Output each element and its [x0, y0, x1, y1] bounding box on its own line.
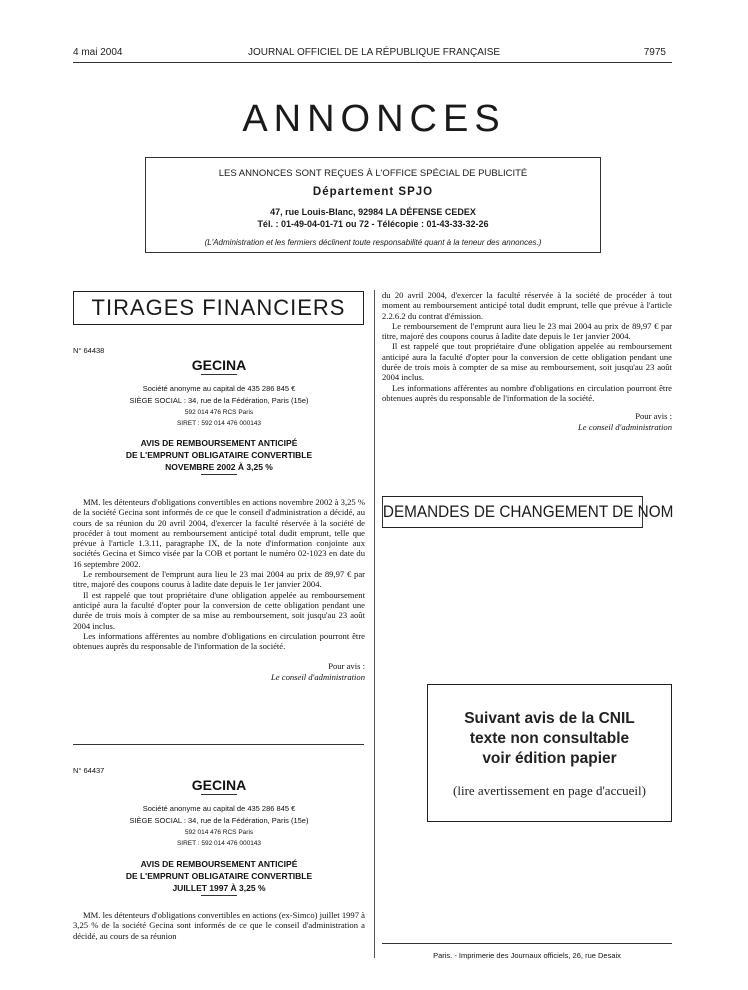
- notice-64437-continued: [382, 290, 672, 433]
- header-journal-title: JOURNAL OFFICIEL DE LA RÉPUBLIQUE FRANÇAISE: [247, 47, 501, 58]
- company-capital: Société anonyme au capital de 435 286 845 €: [142, 384, 296, 393]
- company-siege: SIÈGE SOCIAL : 34, rue de la Fédération, Paris (15e): [129, 396, 309, 405]
- notice-title-line: AVIS DE REMBOURSEMENT ANTICIPÉ: [140, 438, 298, 448]
- signoff-signatory: Le conseil d'administration: [271, 672, 365, 683]
- footer-rule: [382, 943, 672, 944]
- page-title: ANNONCES: [242, 98, 506, 140]
- header-rule: [73, 62, 672, 63]
- cnil-line: texte non consultable: [469, 730, 630, 747]
- office-info-box: [145, 157, 601, 253]
- company-siege: SIÈGE SOCIAL : 34, rue de la Fédération, Paris (15e): [129, 816, 309, 825]
- notice-number: N° 64437: [73, 766, 105, 775]
- cnil-notice-box: [427, 684, 672, 822]
- paragraph: Le remboursement de l'emprunt aura lieu le 23 mai 2004 au prix de 89,97 € par titre, majoré des coupons courus à ladite date depuis le 1er janvier 2004.: [73, 569, 365, 590]
- notice-title-line: JUILLET 1997 À 3,25 %: [172, 883, 266, 893]
- cnil-line: Suivant avis de la CNIL: [464, 710, 635, 727]
- notice-body: [73, 497, 365, 651]
- notice-number: N° 64438: [73, 346, 105, 355]
- section-heading-demandes: DEMANDES DE CHANGEMENT DE NOM: [382, 496, 643, 528]
- company-name: GECINA: [191, 777, 247, 793]
- company-underline: [201, 374, 237, 375]
- notice-64437: [73, 766, 365, 941]
- paragraph: Il est rappelé que tout propriétaire d'une obligation appelée au remboursement anticipé aura la faculté d'opter pour la conversion de cette obligation pendant une durée de trois mois à compter de sa mise au remboursement, soit jusqu'au 23 août 2004 inclus.: [382, 341, 672, 383]
- company-rcs: 592 014 476 RCS Paris: [184, 409, 254, 416]
- paragraph: MM. les détenteurs d'obligations convertibles en actions novembre 2002 à 3,25 % de la société Gecina sont informés de ce que le conseil d'administration a décidé, au cours de sa réunion du 20 avril 2004, d'exercer la faculté réservée à la société de procéder à tout moment au remboursement anticipé total dudit emprunt, telle que prévue à l'article 1.3.11, paragraphe IX, de la note d'information conjointe aux sociétés Gecina et Simco visée par la COB et portant le numéro 02-1023 en date du 16 septembre 2002.: [73, 497, 365, 569]
- signoff: [73, 661, 365, 683]
- paragraph: Les informations afférentes au nombre d'obligations en circulation pourront être obtenues auprès du responsable de l'information de la société.: [73, 630, 365, 652]
- paragraph: Il est rappelé que tout propriétaire d'une obligation appelée au remboursement anticipé aura la faculté d'opter pour la conversion de cette obligation pendant une durée de trois mois à compter de sa mise au remboursement, soit jusqu'au 23 août 2004 inclus.: [73, 589, 365, 631]
- company-capital: Société anonyme au capital de 435 286 845 €: [142, 804, 296, 813]
- notice-body: [382, 290, 672, 403]
- paragraph: Le remboursement de l'emprunt aura lieu le 23 mai 2004 au prix de 89,97 € par titre, majoré des coupons courus à ladite date depuis le 1er janvier 2004.: [382, 320, 672, 342]
- notice-separator: [73, 744, 364, 745]
- notice-title-line: DE L'EMPRUNT OBLIGATAIRE CONVERTIBLE: [125, 450, 313, 460]
- printer-imprint: Paris. - Imprimerie des Journaux officiels, 26, rue Desaix: [433, 951, 621, 960]
- column-divider: [374, 290, 375, 958]
- header-page-number: 7975: [643, 47, 666, 58]
- signoff-label: Pour avis :: [635, 411, 672, 422]
- company-siret: SIRET : 592 014 476 000143: [176, 840, 262, 847]
- notice-title-line: DE L'EMPRUNT OBLIGATAIRE CONVERTIBLE: [125, 871, 313, 881]
- signoff-signatory: Le conseil d'administration: [578, 422, 672, 433]
- title-underline: [201, 474, 237, 475]
- section-heading-tirages: TIRAGES FINANCIERS: [73, 291, 364, 325]
- paragraph: MM. les détenteurs d'obligations convertibles en actions (ex-Simco) juillet 1997 à 3,25 % de la société Gecina sont informés de ce que le conseil d'administration a décidé, au cours de sa réunion: [73, 910, 365, 941]
- cnil-note: (lire avertissement en page d'accueil): [453, 783, 646, 798]
- notice-title-line: AVIS DE REMBOURSEMENT ANTICIPÉ: [140, 859, 298, 869]
- cnil-line: voir édition papier: [482, 750, 617, 767]
- title-underline: [201, 895, 237, 896]
- paragraph: du 20 avril 2004, d'exercer la faculté réservée à la société de procéder à tout moment au remboursement anticipé total dudit emprunt, telle que prévue à l'article 2.2.6.2 du contrat d'émission.: [382, 290, 672, 321]
- notice-64438: [73, 346, 365, 683]
- company-underline: [201, 794, 237, 795]
- notice-body: [73, 910, 365, 941]
- office-phone: Tél. : 01-49-04-01-71 ou 72 - Télécopie : 01-43-33-32-26: [257, 219, 489, 229]
- office-address: 47, rue Louis-Blanc, 92984 LA DÉFENSE CEDEX: [270, 207, 476, 217]
- signoff: [382, 411, 672, 433]
- notice-title-line: NOVEMBRE 2002 À 3,25 %: [165, 462, 273, 472]
- office-disclaimer: (L'Administration et les fermiers déclinent toute responsabilité quant à la teneur des annonces.): [204, 238, 542, 247]
- office-department: Département SPJO: [312, 186, 434, 198]
- company-siret: SIRET : 592 014 476 000143: [176, 420, 262, 427]
- company-rcs: 592 014 476 RCS Paris: [184, 829, 254, 836]
- paragraph: Les informations afférentes au nombre d'obligations en circulation pourront être obtenues auprès du responsable de l'information de la société.: [382, 382, 672, 403]
- office-line: LES ANNONCES SONT REÇUES À L'OFFICE SPÉCIAL DE PUBLICITÉ: [218, 168, 528, 179]
- company-name: GECINA: [191, 357, 247, 373]
- header-date: 4 mai 2004: [73, 47, 123, 58]
- signoff-label: Pour avis :: [328, 661, 365, 672]
